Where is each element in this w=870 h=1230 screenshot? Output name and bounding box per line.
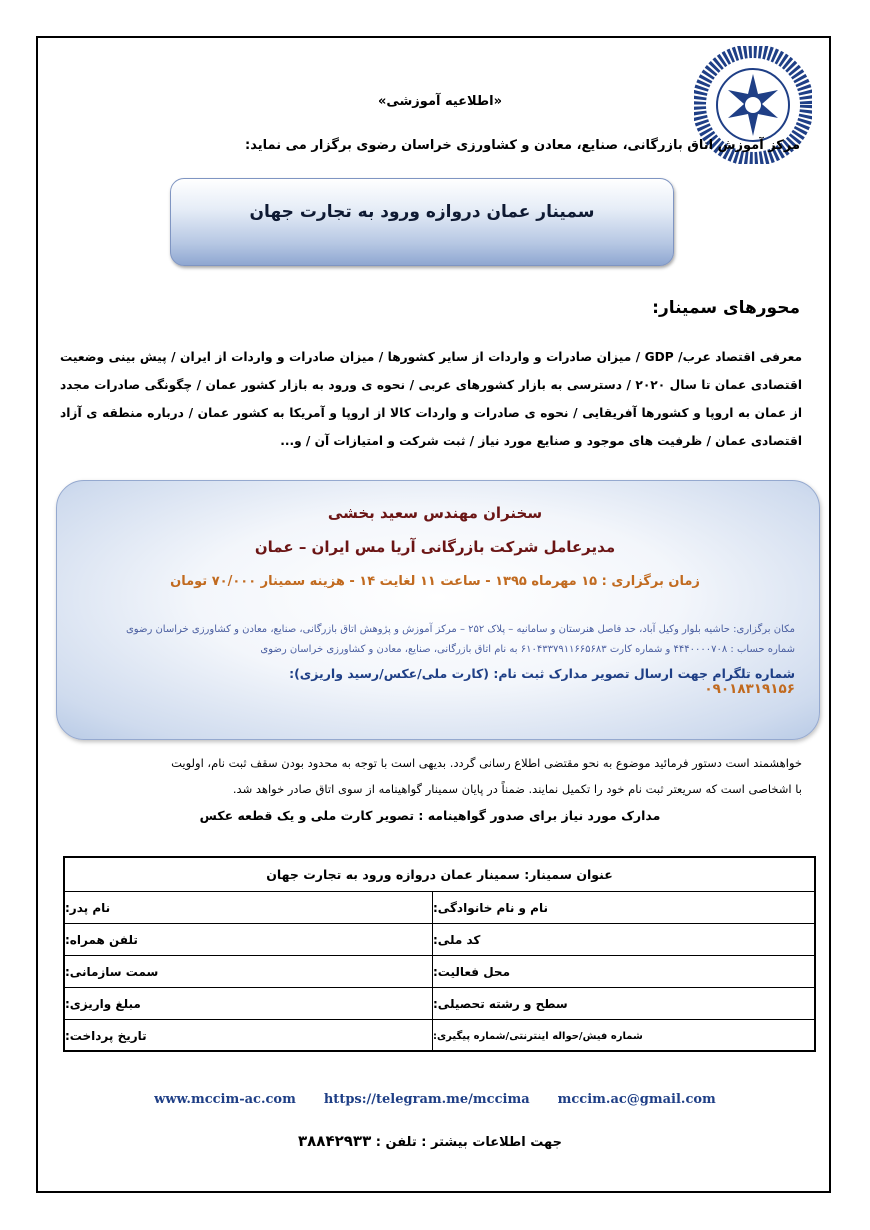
speaker-role: مدیرعامل شرکت بازرگانی آریا مس ایران – عمان — [254, 538, 616, 556]
contact-label: جهت اطلاعات بیشتر : تلفن : — [375, 1135, 562, 1150]
contact-phone: ۳۸۸۴۲۹۳۳ — [298, 1132, 372, 1150]
form-field-payment-date[interactable]: تاریخ پرداخت: — [65, 1029, 147, 1043]
contact-phone-line — [200, 1132, 660, 1150]
request-line-1: خواهشمند است دستور فرمائید موضوع به نحو مقتضی اطلاع رسانی گردد. بدیهی است با توجه به محدود بودن سقف ثبت نام، اولویت — [171, 756, 802, 770]
form-row — [65, 1020, 814, 1052]
website-link[interactable]: www.mccim-ac.com — [154, 1092, 296, 1107]
telegram-number: ۰۹۰۱۸۳۱۹۱۵۶ — [704, 681, 795, 697]
seminar-title-box — [170, 178, 674, 266]
venue-address: مکان برگزاری: حاشیه بلوار وکیل آباد، حد فاصل هنرستان و سامانیه – پلاک ۲۵۲ – مرکز آموزش و پژوهش اتاق بازرگانی، صنایع، معادن و کشاورزی خراسان رضوی — [125, 624, 795, 635]
form-row — [65, 956, 814, 988]
form-field-national-code[interactable]: کد ملی: — [432, 924, 814, 955]
form-field-workplace[interactable]: محل فعالیت: — [432, 956, 814, 987]
notice-title: «اطلاعیه آموزشی» — [377, 94, 503, 109]
telegram-label: شماره تلگرام جهت ارسال تصویر مدارک ثبت نام: (کارت ملی/عکس/رسید واریزی): — [289, 666, 795, 681]
registration-form — [63, 856, 816, 1052]
topics-text: معرفی اقتصاد عرب/ GDP / میزان صادرات و واردات از سایر کشورها / میزان صادرات و واردات از ایران / پیش بینی وضعیت اقتصادی عمان تا سال ۲۰۲۰ / دسترسی به بازار کشورهای عربی / نحوه ی ورود به بازار کشور عمان / چگونگی صادرات مجدد از عمان به اروپا و کشورها آفریقایی / نحوه ی صادرات و واردات کالا از اروپا و آمریکا به کشور عمان / درباره منطقه ی آزاد اقتصادی عمان / ظرفیت های موجود و صنایع مورد نیاز / ثبت شرکت و امتیازات آن / و... — [60, 350, 803, 448]
request-text — [60, 750, 802, 802]
form-field-amount[interactable]: مبلغ واریزی: — [65, 996, 141, 1011]
form-row — [65, 988, 814, 1020]
speaker-name: سخنران مهندس سعید بخشی — [327, 504, 543, 522]
request-line-2: با اشخاصی است که سریعتر ثبت نام خود را تکمیل نمایند. ضمناً در پایان سمینار گواهینامه از سوی اتاق صادر خواهد شد. — [232, 782, 802, 796]
bank-account: شماره حساب : ۴۴۴۰۰۰۰۷۰۸ و شماره کارت ۶۱۰۴۳۳۷۹۱۱۶۶۵۶۸۳ به نام اتاق بازرگانی، صنایع، معادن و کشاورزی خراسان رضوی — [260, 644, 795, 655]
form-row — [65, 924, 814, 956]
form-field-education[interactable]: سطح و رشته تحصیلی: — [432, 988, 814, 1019]
organizer-line: مرکز آموزش اتاق بازرگانی، صنایع، معادن و کشاورزی خراسان رضوی برگزار می نماید: — [245, 138, 800, 153]
form-field-father-name[interactable]: نام پدر: — [65, 900, 111, 915]
form-row — [65, 892, 814, 924]
topics-heading: محورهای سمینار: — [652, 298, 800, 318]
form-field-mobile[interactable]: تلفن همراه: — [65, 932, 138, 947]
telegram-link[interactable]: https://telegram.me/mccima — [323, 1092, 530, 1107]
telegram-line — [200, 666, 795, 697]
email-link[interactable]: mccim.ac@gmail.com — [557, 1092, 716, 1107]
form-title: عنوان سمینار: سمینار عمان دروازه ورود به تجارت جهان — [65, 858, 814, 892]
form-field-position[interactable]: سمت سازمانی: — [65, 964, 159, 979]
venue-info — [110, 620, 795, 660]
form-field-fullname[interactable]: نام و نام خانوادگی: — [432, 892, 814, 923]
event-time-fee: زمان برگزاری : ۱۵ مهرماه ۱۳۹۵ - ساعت ۱۱ لغایت ۱۴ - هزینه سمینار ۷۰/۰۰۰ تومان — [170, 574, 700, 589]
documents-line: مدارک مورد نیاز برای صدور گواهینامه : تصویر کارت ملی و یک قطعه عکس — [199, 808, 661, 823]
contact-links — [60, 1092, 810, 1107]
seminar-title: سمینار عمان دروازه ورود به تجارت جهان — [249, 202, 595, 222]
form-field-receipt-number[interactable]: شماره فیش/حواله اینترنتی/شماره پیگیری: — [432, 1020, 814, 1052]
